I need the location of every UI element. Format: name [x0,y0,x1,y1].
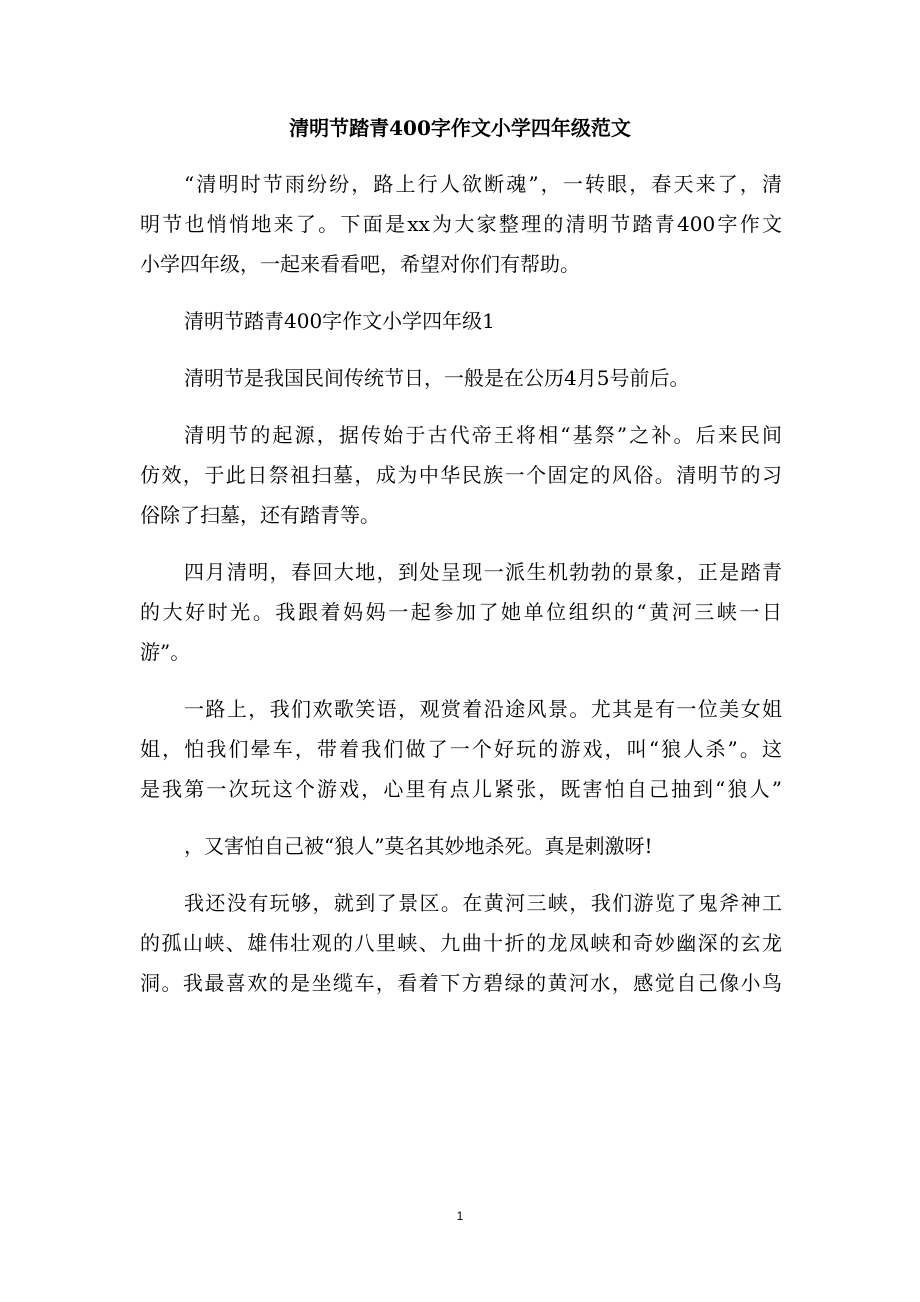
paragraph-line: “清明时节雨纷纷，路上行人欲断魂”，一转眼，春天来了，清 [184,172,782,196]
section-heading [140,301,782,341]
paragraph-line: 的大好时光。我跟着妈妈一起参加了她单位组织的“黄河三峡一日 [140,600,782,624]
paragraph-line: ，又害怕自己被“狼人”莫名其妙地杀死。真是刺激呀! [184,834,653,858]
paragraph-line: 清明节的起源，据传始于古代帝王将相“基祭”之补。后来民间 [184,423,782,447]
page-number: 1 [456,1209,464,1223]
paragraph-line: 姐，怕我们晕车，带着我们做了一个好玩的游戏，叫“狼人杀”。这 [140,737,782,761]
paragraph [140,689,782,809]
paragraph [140,415,782,535]
paragraph-line: 明节也悄悄地来了。下面是xx为大家整理的清明节踏青400字作文 [140,212,782,236]
paragraph-line: 的孤山峡、雄伟壮观的八里峡、九曲十折的龙凤峡和奇妙幽深的玄龙 [140,931,782,955]
paragraph-intro [140,164,782,284]
paragraph-line: 是我第一次玩这个游戏，心里有点儿紧张，既害怕自己抽到“狼人” [140,777,782,801]
document-body [140,164,782,1003]
paragraph-line: 仿效，于此日祭祖扫墓，成为中华民族一个固定的风俗。清明节的习 [140,463,782,487]
paragraph-line: 俗除了扫墓，还有踏青等。 [140,503,380,527]
paragraph [140,552,782,672]
paragraph [140,826,782,866]
paragraph-line: 清明节是我国民间传统节日，一般是在公历4月5号前后。 [184,366,690,390]
paragraph-line: 洞。我最喜欢的是坐缆车，看着下方碧绿的黄河水，感觉自己像小鸟 [140,971,782,995]
paragraph-line: 清明节踏青400字作文小学四年级1 [184,309,495,333]
paragraph-line: 四月清明，春回大地，到处呈现一派生机勃勃的景象，正是踏青 [184,560,782,584]
paragraph [140,358,782,398]
document-title: 清明节踏青400字作文小学四年级范文 [289,116,631,140]
paragraph [140,883,782,1003]
paragraph-line: 游”。 [140,640,191,664]
paragraph-line: 一路上，我们欢歌笑语，观赏着沿途风景。尤其是有一位美女姐 [184,697,782,721]
paragraph-line: 我还没有玩够，就到了景区。在黄河三峡，我们游览了鬼斧神工 [184,891,782,915]
paragraph-line: 小学四年级，一起来看看吧，希望对你们有帮助。 [140,252,580,276]
